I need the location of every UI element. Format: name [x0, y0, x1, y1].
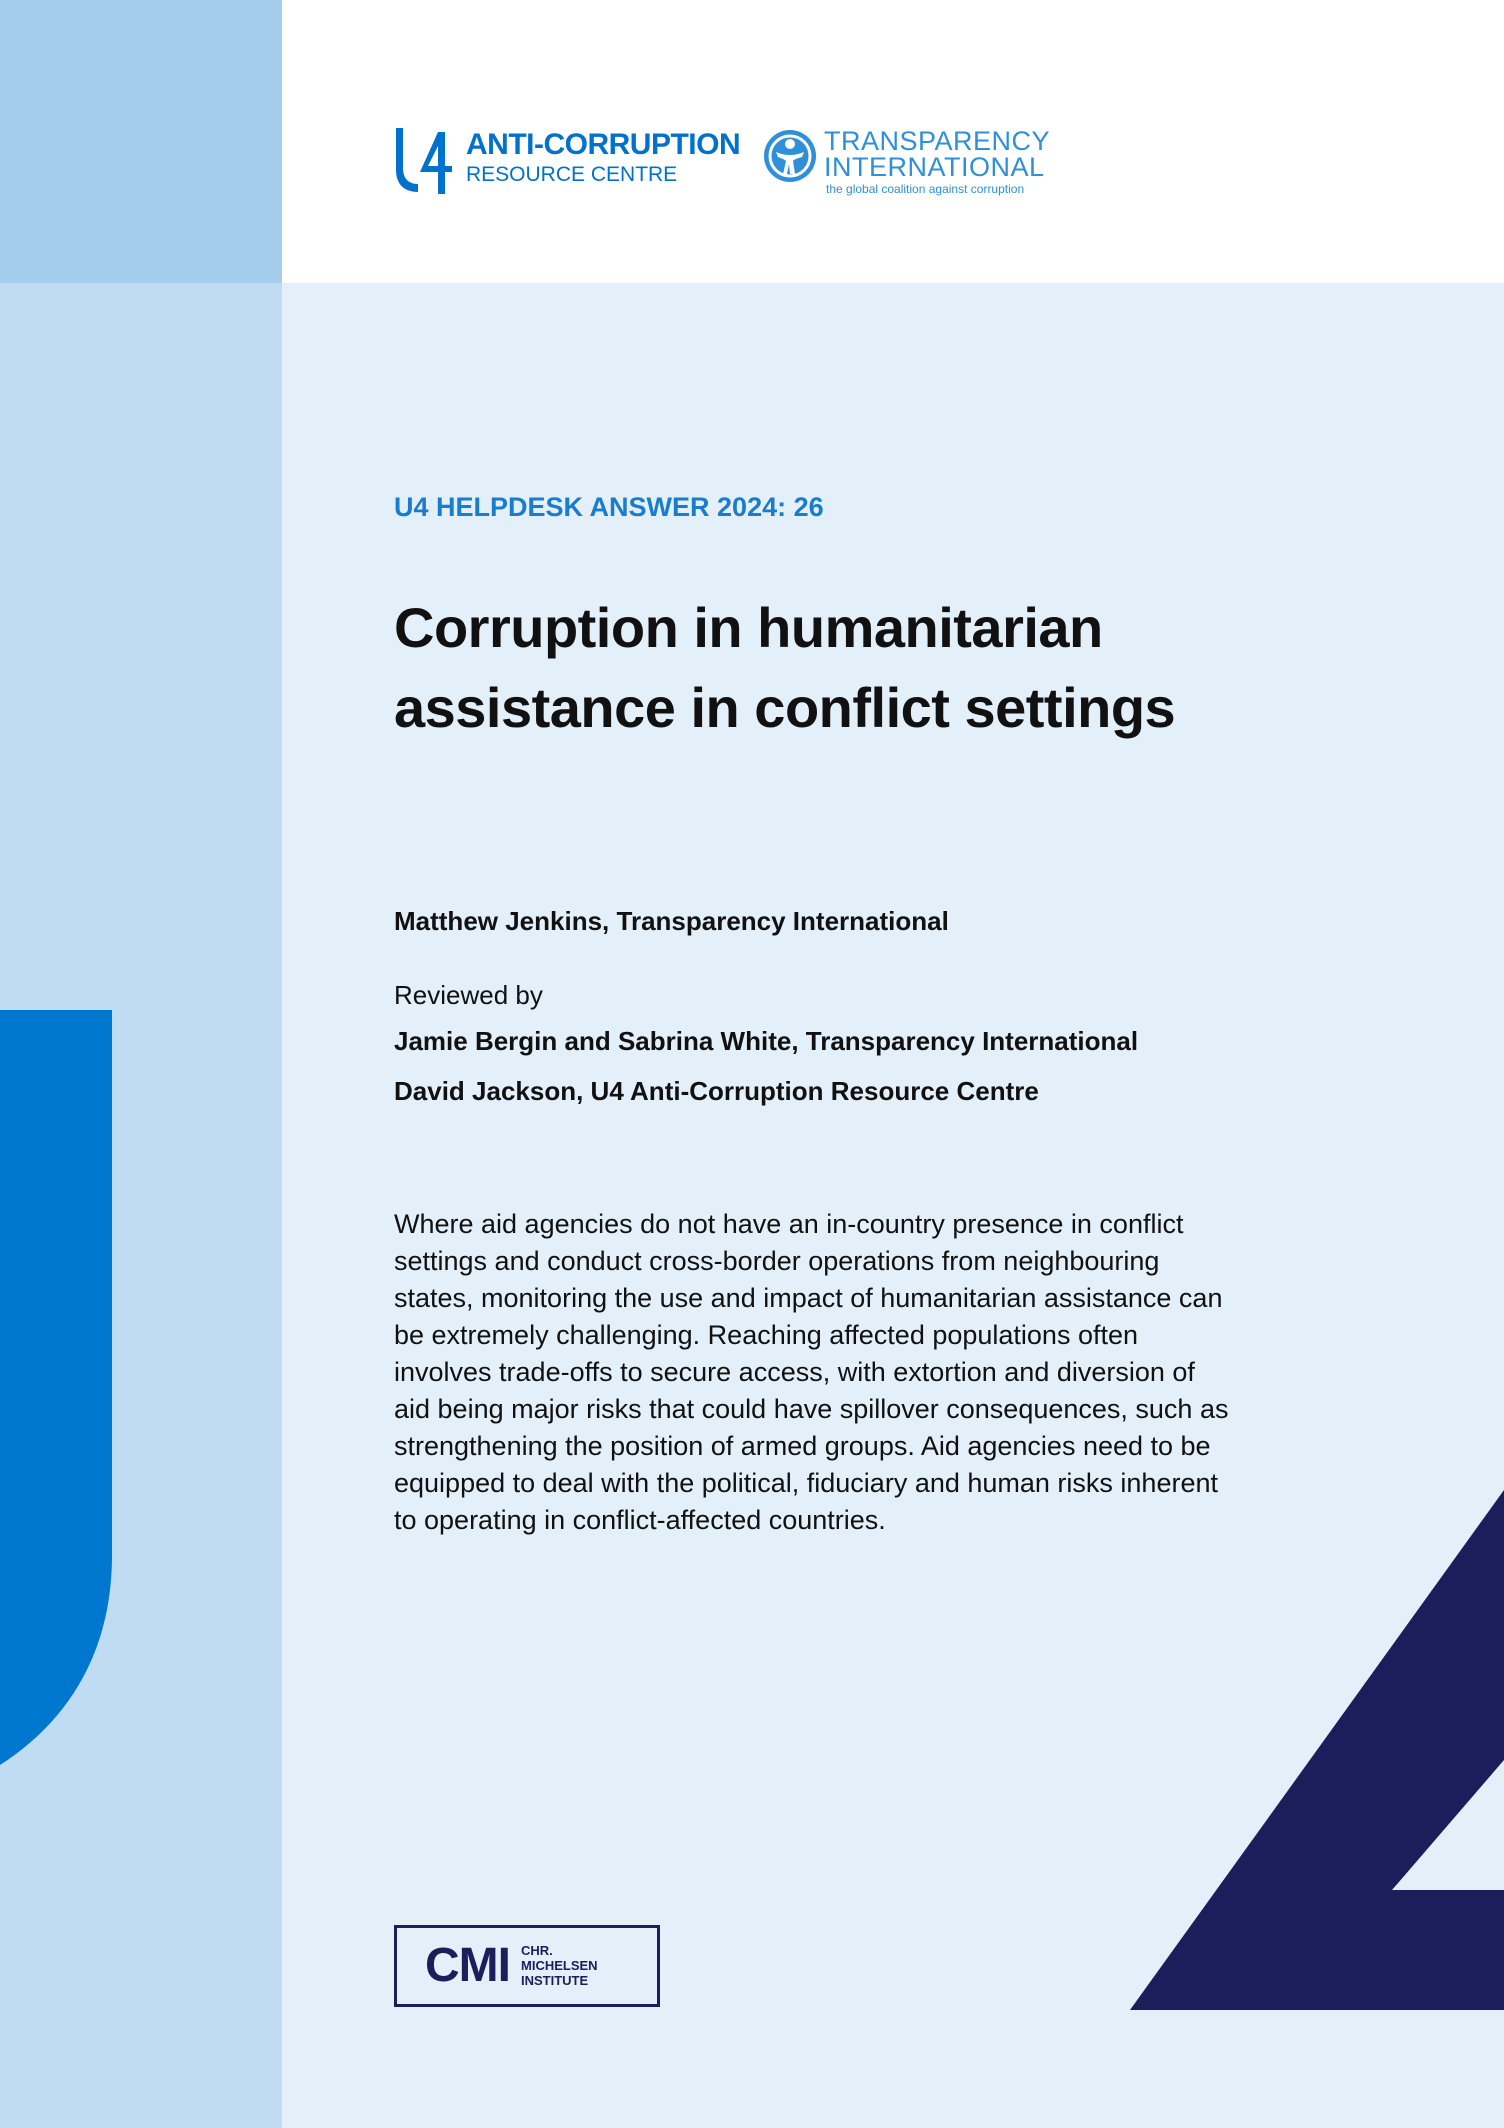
- ti-logo-tagline: the global coalition against corruption: [826, 182, 1025, 196]
- cmi-logo-line3: INSTITUTE: [521, 1973, 589, 1988]
- cmi-logo-line2: MICHELSEN: [521, 1958, 598, 1973]
- transparency-international-logo: [762, 126, 1082, 196]
- u-decoration-shape: [0, 1010, 112, 1765]
- author-credit: Matthew Jenkins, Transparency International: [394, 906, 949, 936]
- page-title: Corruption in humanitarian assistance in conflict settings: [394, 596, 1176, 739]
- ti-globe-icon: [762, 128, 818, 184]
- cmi-logo-letters: CMI: [425, 1939, 510, 1992]
- u4-logo-line2: RESOURCE CENTRE: [466, 163, 678, 186]
- summary-paragraph: Where aid agencies do not have an in-country presence in conflict settings and conduct cross-border operations from neighbouring states, monitoring the use and impact of humanitarian assistance can be extremely challenging. Reaching affected populations often involves trade-offs to secure access, with extortion and diversion of aid being major risks that could have spillover consequences, such as strengthening the position of armed groups. Aid agencies need to be equipped to deal with the political, fiduciary and human risks inherent to operating in conflict-affected countries.: [394, 1209, 1229, 1535]
- ti-logo-line1: TRANSPARENCY: [824, 126, 1051, 156]
- u4-mark-icon: [394, 126, 458, 196]
- series-label: U4 HELPDESK ANSWER 2024: 26: [394, 492, 824, 522]
- ti-logo-line2: INTERNATIONAL: [824, 152, 1045, 182]
- u4-logo: [394, 126, 741, 196]
- four-decoration-shape: [1130, 1490, 1504, 2010]
- u4-logo-line1: ANTI-CORRUPTION: [466, 128, 741, 161]
- cmi-logo: [394, 1925, 660, 2007]
- reviewed-by-label: Reviewed by: [394, 980, 543, 1010]
- reviewer-credit: David Jackson, U4 Anti-Corruption Resource Centre: [394, 1076, 1039, 1106]
- cmi-logo-line1: CHR.: [521, 1943, 553, 1958]
- left-top-panel: [0, 0, 282, 283]
- reviewer-credit: Jamie Bergin and Sabrina White, Transparency International: [394, 1026, 1139, 1056]
